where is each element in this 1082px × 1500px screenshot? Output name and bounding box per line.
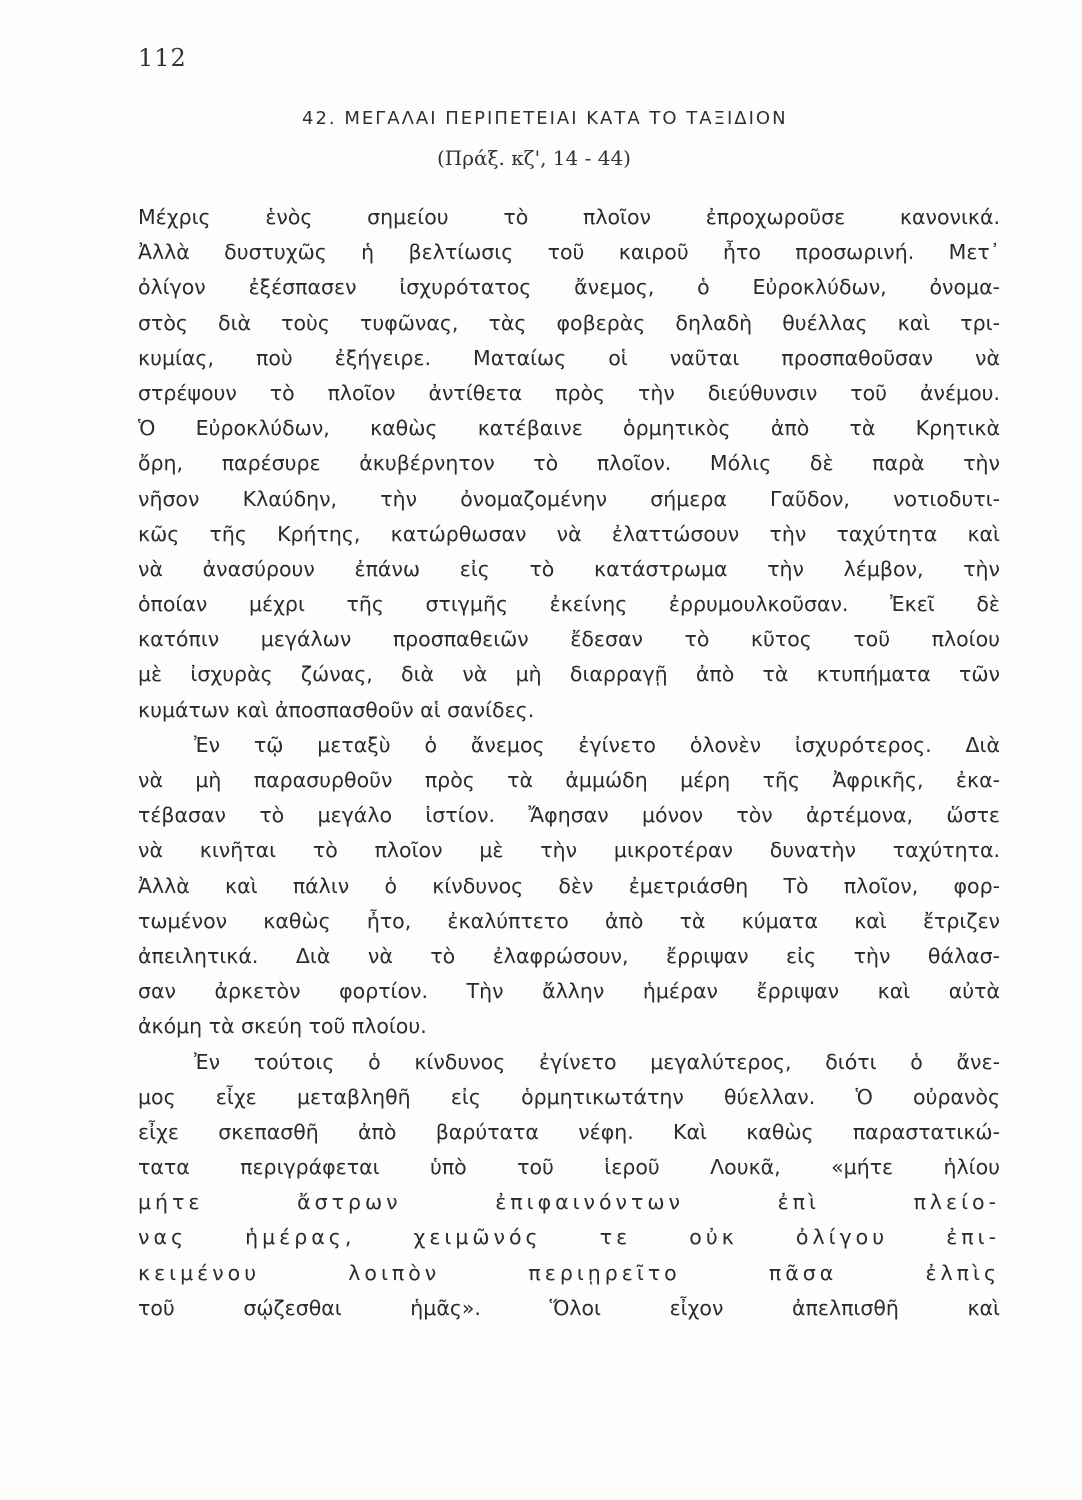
text-line: στρέψουν τὸ πλοῖον ἀντίθετα πρὸς τὴν διεύθυνσιν τοῦ ἀνέμου. — [138, 380, 1000, 405]
text-line: Ἀλλὰ δυστυχῶς ἡ βελτίωσις τοῦ καιροῦ ἦτο προσωρινή. Μετ᾽ — [138, 240, 1000, 265]
text-line: νῆσον Κλαύδην, τὴν ὀνομαζομένην σήμερα Γαῦδον, νοτιοδυτι- — [138, 486, 1000, 511]
text-line: στὸς διὰ τοὺς τυφῶνας, τὰς φοβερὰς δηλαδὴ θυέλλας καὶ τρι- — [138, 310, 1000, 335]
text-line: Ἐν τούτοις ὁ κίνδυνος ἐγίνετο μεγαλύτερος, διότι ὁ ἄνε- — [194, 1049, 1000, 1074]
text-line: ἀπειλητικά. Διὰ νὰ τὸ ἐλαφρώσουν, ἔρριψαν εἰς τὴν θάλασ- — [138, 943, 1000, 968]
text-line: ἀκόμη τὰ σκεύη τοῦ πλοίου. — [138, 1014, 427, 1039]
text-line: Μέχρις ἑνὸς σημείου τὸ πλοῖον ἐπροχωροῦσε κανονικά. — [138, 205, 1000, 229]
text-line: εἶχε σκεπασθῆ ἀπὸ βαρύτατα νέφη. Καὶ καθὼς παραστατικώ- — [138, 1119, 1000, 1144]
text-line: τωμένον καθὼς ἦτο, ἐκαλύπτετο ἀπὸ τὰ κύματα καὶ ἔτριζεν — [138, 908, 1000, 933]
text-line: κειμένου λοιπὸν περιῃρεῖτο πᾶσα ἐλπὶς — [138, 1260, 1000, 1285]
text-line: Ἀλλὰ καὶ πάλιν ὁ κίνδυνος δὲν ἐμετριάσθη Τὸ πλοῖον, φορ- — [138, 873, 1000, 898]
text-line: κατόπιν μεγάλων προσπαθειῶν ἔδεσαν τὸ κῦτος τοῦ πλοίου — [138, 627, 1000, 652]
text-line: κυμάτων καὶ ἀποσπασθοῦν αἱ σανίδες. — [138, 697, 535, 722]
scripture-reference: (Πράξ. κζ', 14 - 44) — [437, 146, 631, 170]
text-line: νὰ κινῆται τὸ πλοῖον μὲ τὴν μικροτέραν δυνατὴν ταχύτητα. — [138, 838, 1000, 863]
text-line: κυμίας, ποὺ ἐξήγειρε. Ματαίως οἱ ναῦται προσπαθοῦσαν νὰ — [138, 345, 1000, 370]
text-line: Ἐν τῷ μεταξὺ ὁ ἄνεμος ἐγίνετο ὁλονὲν ἰσχυρότερος. Διὰ — [194, 732, 1000, 757]
text-line: Ὁ Εὐροκλύδων, καθὼς κατέβαινε ὁρμητικὸς ἀπὸ τὰ Κρητικὰ — [138, 416, 1000, 441]
text-line: τοῦ σῴζεσθαι ἡμᾶς». Ὅλοι εἶχον ἀπελπισθῆ καὶ — [138, 1295, 1000, 1320]
page-number: 112 — [138, 44, 187, 72]
text-line: ὄρη, παρέσυρε ἀκυβέρνητον τὸ πλοῖον. Μόλις δὲ παρὰ τὴν — [138, 451, 1000, 476]
text-line: νὰ ἀνασύρουν ἐπάνω εἰς τὸ κατάστρωμα τὴν λέμβον, τὴν — [138, 556, 1000, 581]
text-line: τέβασαν τὸ μεγάλο ἱστίον. Ἄφησαν μόνον τὸν ἀρτέμονα, ὥστε — [138, 803, 1000, 828]
text-line: νας ἡμέρας, χειμῶνός τε οὐκ ὀλίγου ἐπι- — [138, 1225, 1000, 1250]
chapter-heading: 42. ΜΕΓΑΛΑΙ ΠΕΡΙΠΕΤΕΙΑΙ ΚΑΤΑ ΤΟ ΤΑΞΙΔΙΟΝ — [302, 108, 788, 129]
text-line: μὲ ἰσχυρὰς ζώνας, διὰ νὰ μὴ διαρραγῇ ἀπὸ τὰ κτυπήματα τῶν — [138, 662, 1000, 687]
text-line: κῶς τῆς Κρήτης, κατώρθωσαν νὰ ἐλαττώσουν τὴν ταχύτητα καὶ — [138, 521, 1000, 546]
text-line: μήτε ἄστρων ἐπιφαινόντων ἐπὶ πλείο- — [138, 1190, 1000, 1215]
text-line: τατα περιγράφεται ὑπὸ τοῦ ἱεροῦ Λουκᾶ, «μήτε ἡλίου — [138, 1155, 1000, 1180]
body-text — [138, 200, 1000, 1326]
text-line: ὁποίαν μέχρι τῆς στιγμῆς ἐκείνης ἐρρυμουλκοῦσαν. Ἐκεῖ δὲ — [138, 592, 1000, 617]
text-line: νὰ μὴ παρασυρθοῦν πρὸς τὰ ἀμμώδη μέρη τῆς Ἀφρικῆς, ἐκα- — [138, 768, 1000, 792]
text-line: ὀλίγον ἐξέσπασεν ἰσχυρότατος ἄνεμος, ὁ Εὐροκλύδων, ὀνομα- — [138, 275, 1000, 300]
text-line: σαν ἀρκετὸν φορτίον. Τὴν ἄλλην ἡμέραν ἔρριψαν καὶ αὐτὰ — [138, 979, 1000, 1004]
text-line: μος εἶχε μεταβληθῆ εἰς ὁρμητικωτάτην θύελλαν. Ὁ οὐρανὸς — [138, 1084, 1000, 1109]
